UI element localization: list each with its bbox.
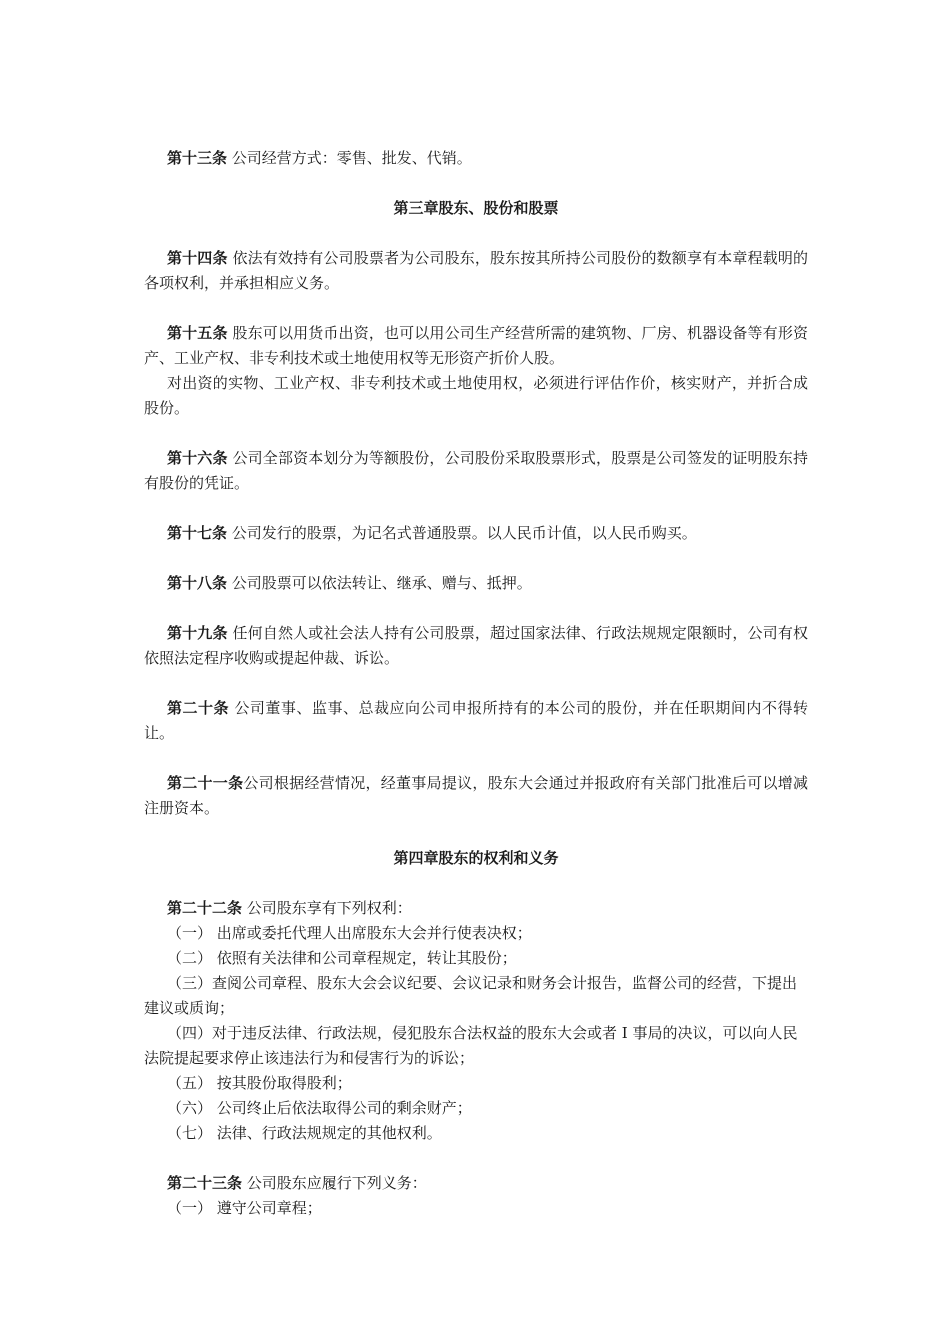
article-text: 任何自然人或社会法人持有公司股票，超过国家法律、行政法规规定限额时，公司有权依照法定程序收购或提起仲裁、诉讼。 <box>144 624 808 667</box>
list-item: （三）查阅公司章程、股东大会会议纪要、会议记录和财务会计报告，监督公司的经营，下提出建议或质询； <box>144 974 798 1017</box>
list-item: （六） 公司终止后依法取得公司的剩余财产； <box>167 1099 472 1117</box>
article-number: 第二十二条 <box>167 899 243 917</box>
chapter-4-heading: 第四章股东的权利和义务 <box>393 849 559 867</box>
article-22 <box>144 896 808 921</box>
list-item: （四）对于违反法律、行政法规，侵犯股东合法权益的股东大会或者 I 事局的决议，可以向人民法院提起要求停止该违法行为和侵害行为的诉讼； <box>144 1024 798 1067</box>
article-number: 第十三条 <box>167 149 228 167</box>
article-text: 公司股票可以依法转让、继承、赠与、抵押。 <box>227 574 532 592</box>
article-21 <box>144 771 808 821</box>
article-text: 股东可以用货币出资，也可以用公司生产经营所需的建筑物、厂房、机器设备等有形资产、工业产权、非专利技术或土地使用权等无形资产折价人股。 <box>144 324 808 367</box>
list-item: （五） 按其股份取得股利； <box>167 1074 352 1092</box>
article-14 <box>144 246 808 296</box>
list-item: （一） 遵守公司章程； <box>167 1199 322 1217</box>
article-number: 第二十条 <box>167 699 230 717</box>
list-item: （一） 出席或委托代理人出席股东大会并行使表决权； <box>167 924 532 942</box>
article-19 <box>144 621 808 671</box>
article-number: 第十四条 <box>167 249 228 267</box>
article-number: 第二十一条 <box>167 774 244 792</box>
article-20 <box>144 696 808 746</box>
article-text: 公司全部资本划分为等额股份，公司股份采取股票形式，股票是公司签发的证明股东持有股份的凭证。 <box>144 449 808 492</box>
chapter-3-heading: 第三章股东、股份和股票 <box>393 199 559 217</box>
list-item: （七） 法律、行政法规规定的其他权利。 <box>167 1124 442 1142</box>
article-number: 第十六条 <box>167 449 228 467</box>
list-item: （二） 依照有关法律和公司章程规定，转让其股份； <box>167 949 517 967</box>
article-number: 第十八条 <box>167 574 228 592</box>
article-16 <box>144 446 808 496</box>
article-text: 公司根据经营情况，经董事局提议，股东大会通过并报政府有关部门批准后可以增减注册资本。 <box>144 774 808 817</box>
article-15-paragraph-2: 对出资的实物、工业产权、非专利技术或土地使用权，必须进行评估作价，核实财产，并折合成股份。 <box>144 374 808 417</box>
article-number: 第十五条 <box>167 324 228 342</box>
article-number: 第二十三条 <box>167 1174 243 1192</box>
article-18 <box>144 571 808 596</box>
article-number: 第十九条 <box>167 624 228 642</box>
article-text: 公司股东应履行下列义务： <box>242 1174 427 1192</box>
article-13 <box>144 146 808 171</box>
article-text: 公司经营方式：零售、批发、代销。 <box>227 149 472 167</box>
article-15 <box>144 321 808 371</box>
article-23 <box>144 1171 808 1196</box>
article-text: 公司股东享有下列权利： <box>242 899 412 917</box>
article-text: 公司发行的股票，为记名式普通股票。以人民币计值，以人民币购买。 <box>227 524 697 542</box>
article-text: 依法有效持有公司股票者为公司股东，股东按其所持公司股份的数额享有本章程载明的各项权利，并承担相应义务。 <box>144 249 808 292</box>
article-17 <box>144 521 808 546</box>
article-text: 公司董事、监事、总裁应向公司申报所持有的本公司的股份，并在任职期间内不得转让。 <box>144 699 808 742</box>
article-number: 第十七条 <box>167 524 228 542</box>
document-page <box>144 146 808 1221</box>
